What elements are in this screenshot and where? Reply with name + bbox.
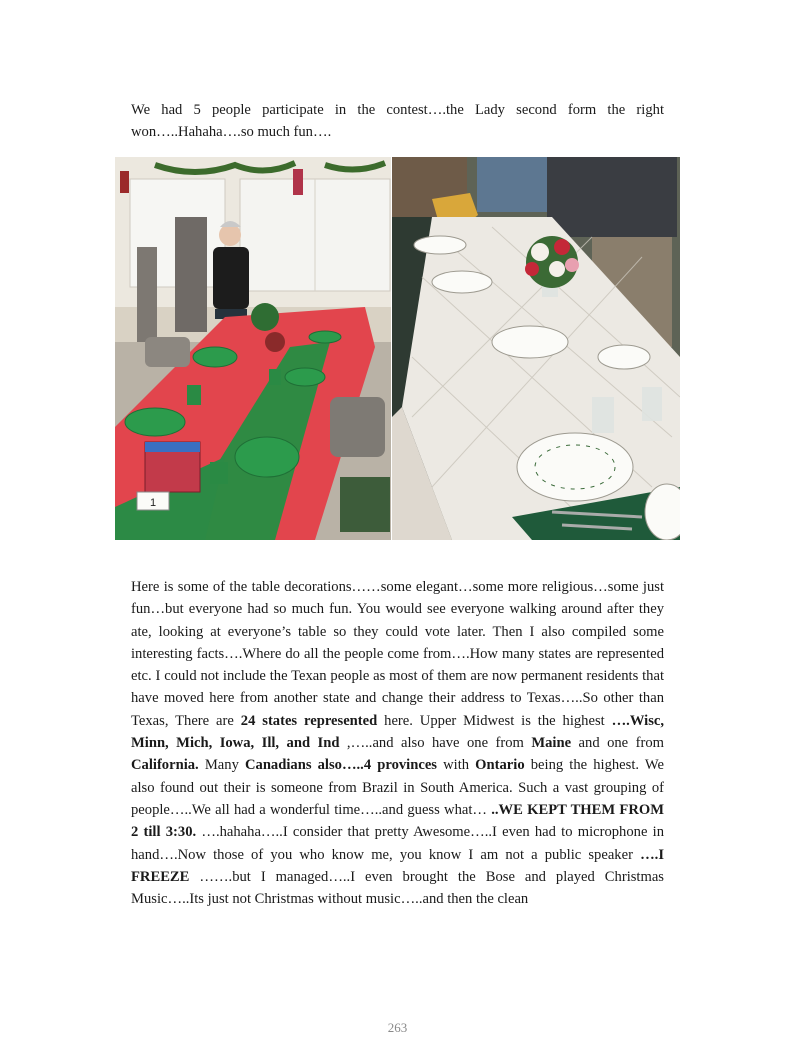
facts-bold-states: 24 states represented [240,712,378,729]
facts-bold-freeze: ….I FREEZE [131,846,664,885]
facts-bold-midwest: ….Wisc, Minn, Mich, Iowa, Ill, and Ind [131,712,665,752]
photo-lace-table [392,157,680,540]
paragraph-contest: We had 5 people participate in the contest….the Lady second form the right won…..Hahaha….so much fun…. [131,102,664,141]
facts-bold-california: California. [131,757,199,774]
facts-bold-canadians: Canadians also…..4 provinces [244,757,437,774]
facts-text-8: ….hahaha…..I consider that pretty Awesome…..I even had to microphone in hand….Now those of you who know me, you know I am not a public speaker [131,824,664,863]
facts-bold-kept-them: ..WE KEPT THEM FROM 2 till 3:30. [131,801,664,841]
paragraph-facts [131,576,664,910]
facts-bold-ontario: Ontario [475,757,525,774]
facts-text-2: here. Upper Midwest is the highest [377,712,612,729]
facts-text-3: ,…..and also have one from [339,735,532,752]
photo-red-table [115,157,391,540]
photo-pair [115,157,680,540]
place-card-number: 1 [149,497,157,509]
facts-text-7: being the highest. We also found out their is someone from Brazil in South America. Such a vast grouping of people…..We all had a wonderful time…..and guess what… [131,757,664,818]
facts-text-4: and one from [571,735,664,752]
facts-text-6: with [436,757,476,774]
facts-text-5: Many [198,757,245,774]
page-number: 263 [387,1020,408,1035]
facts-bold-maine: Maine [531,735,572,752]
facts-text-1: Here is some of the table decorations……some elegant…some more religious…some just fun…but everyone had so much fun. You would see everyone walking around after they ate, looking at everyone’s table so they could vote later. Then I also compiled some interesting facts….Where do all the people come from….How many states are represented etc. I could not include the Texan people as most of them are now permanent residents that have moved here from another state and change their address to Texas…..So other than Texas, There are [131,579,664,729]
facts-text-9: …….but I managed…..I even brought the Bose and played Christmas Music…..Its just not Christmas without music…..and then the clean [131,868,664,908]
